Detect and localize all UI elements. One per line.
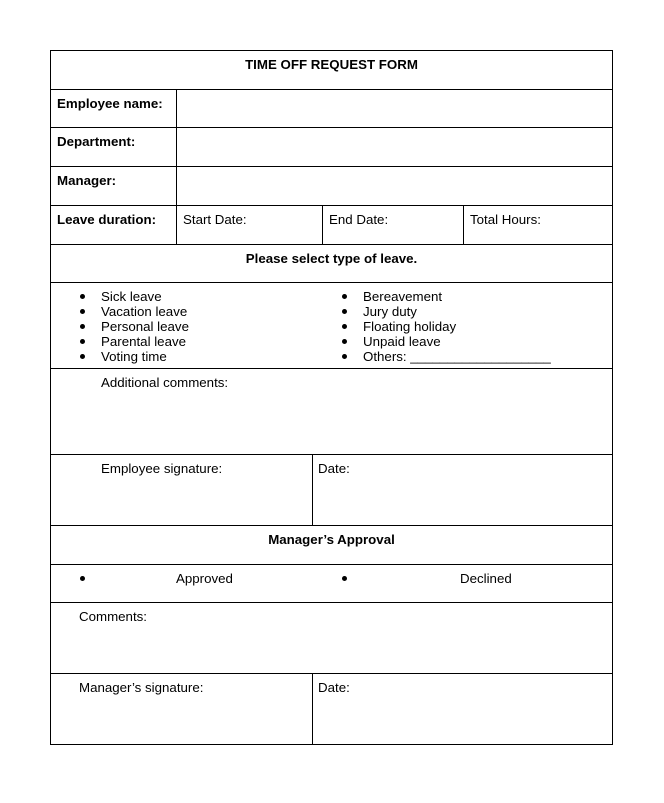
leave-option-voting[interactable]: Voting time	[79, 349, 189, 364]
additional-comments-field[interactable]	[50, 368, 613, 455]
approval-option-declined[interactable]	[313, 565, 612, 602]
employee-signature-label: Employee signature:	[101, 461, 223, 476]
leave-option-sick[interactable]: Sick leave	[79, 289, 189, 304]
manager-signature-field[interactable]	[50, 673, 313, 745]
end-date-label: End Date:	[329, 212, 389, 227]
total-hours-label: Total Hours:	[470, 212, 541, 227]
bullet-icon	[342, 309, 347, 314]
leave-option-unpaid[interactable]: Unpaid leave	[341, 334, 551, 349]
bullet-icon	[80, 354, 85, 359]
manager-label-cell	[50, 166, 177, 206]
leave-type-heading-row	[50, 244, 613, 283]
bullet-icon	[342, 324, 347, 329]
bullet-icon	[342, 339, 347, 344]
approval-options-row	[50, 564, 613, 603]
manager-approval-heading-row	[50, 525, 613, 565]
leave-option-bereavement[interactable]: Bereavement	[341, 289, 551, 304]
leave-duration-label-cell	[50, 205, 177, 245]
manager-label: Manager:	[57, 173, 117, 188]
employee-name-label-cell	[50, 89, 177, 128]
bullet-icon	[342, 354, 347, 359]
bullet-icon	[80, 576, 85, 581]
form-title-row	[50, 50, 613, 90]
leave-type-heading: Please select type of leave.	[245, 251, 418, 266]
department-label-cell	[50, 127, 177, 167]
department-field[interactable]	[176, 127, 613, 167]
approved-label: Approved	[176, 571, 233, 586]
form-title: TIME OFF REQUEST FORM	[245, 57, 418, 72]
manager-signature-label: Manager’s signature:	[79, 680, 204, 695]
employee-date-field[interactable]	[312, 454, 613, 526]
leave-option-jury-duty[interactable]: Jury duty	[341, 304, 551, 319]
additional-comments-label: Additional comments:	[101, 375, 229, 390]
employee-date-label: Date:	[318, 461, 350, 476]
leave-option-parental[interactable]: Parental leave	[79, 334, 189, 349]
leave-types-left-list	[79, 289, 189, 364]
bullet-icon	[80, 324, 85, 329]
leave-option-floating-holiday[interactable]: Floating holiday	[341, 319, 551, 334]
bullet-icon	[80, 339, 85, 344]
leave-option-vacation[interactable]: Vacation leave	[79, 304, 189, 319]
manager-comments-field[interactable]	[50, 602, 613, 674]
bullet-icon	[342, 294, 347, 299]
start-date-field[interactable]	[176, 205, 323, 245]
manager-field[interactable]	[176, 166, 613, 206]
end-date-field[interactable]	[322, 205, 464, 245]
declined-label: Declined	[460, 571, 512, 586]
manager-comments-label: Comments:	[79, 609, 147, 624]
bullet-icon	[342, 576, 347, 581]
department-label: Department:	[57, 134, 136, 149]
leave-duration-label: Leave duration:	[57, 212, 157, 227]
leave-types-right-list	[341, 289, 551, 364]
approval-option-approved[interactable]	[51, 565, 313, 602]
leave-option-others[interactable]: Others: ___________________	[341, 349, 551, 364]
manager-date-field[interactable]	[312, 673, 613, 745]
start-date-label: Start Date:	[183, 212, 247, 227]
bullet-icon	[80, 309, 85, 314]
bullet-icon	[80, 294, 85, 299]
total-hours-field[interactable]	[463, 205, 613, 245]
employee-name-field[interactable]	[176, 89, 613, 128]
leave-option-personal[interactable]: Personal leave	[79, 319, 189, 334]
manager-approval-heading: Manager’s Approval	[268, 532, 395, 547]
manager-date-label: Date:	[318, 680, 350, 695]
employee-signature-field[interactable]	[50, 454, 313, 526]
employee-name-label: Employee name:	[57, 96, 163, 111]
leave-types-row	[50, 282, 613, 369]
